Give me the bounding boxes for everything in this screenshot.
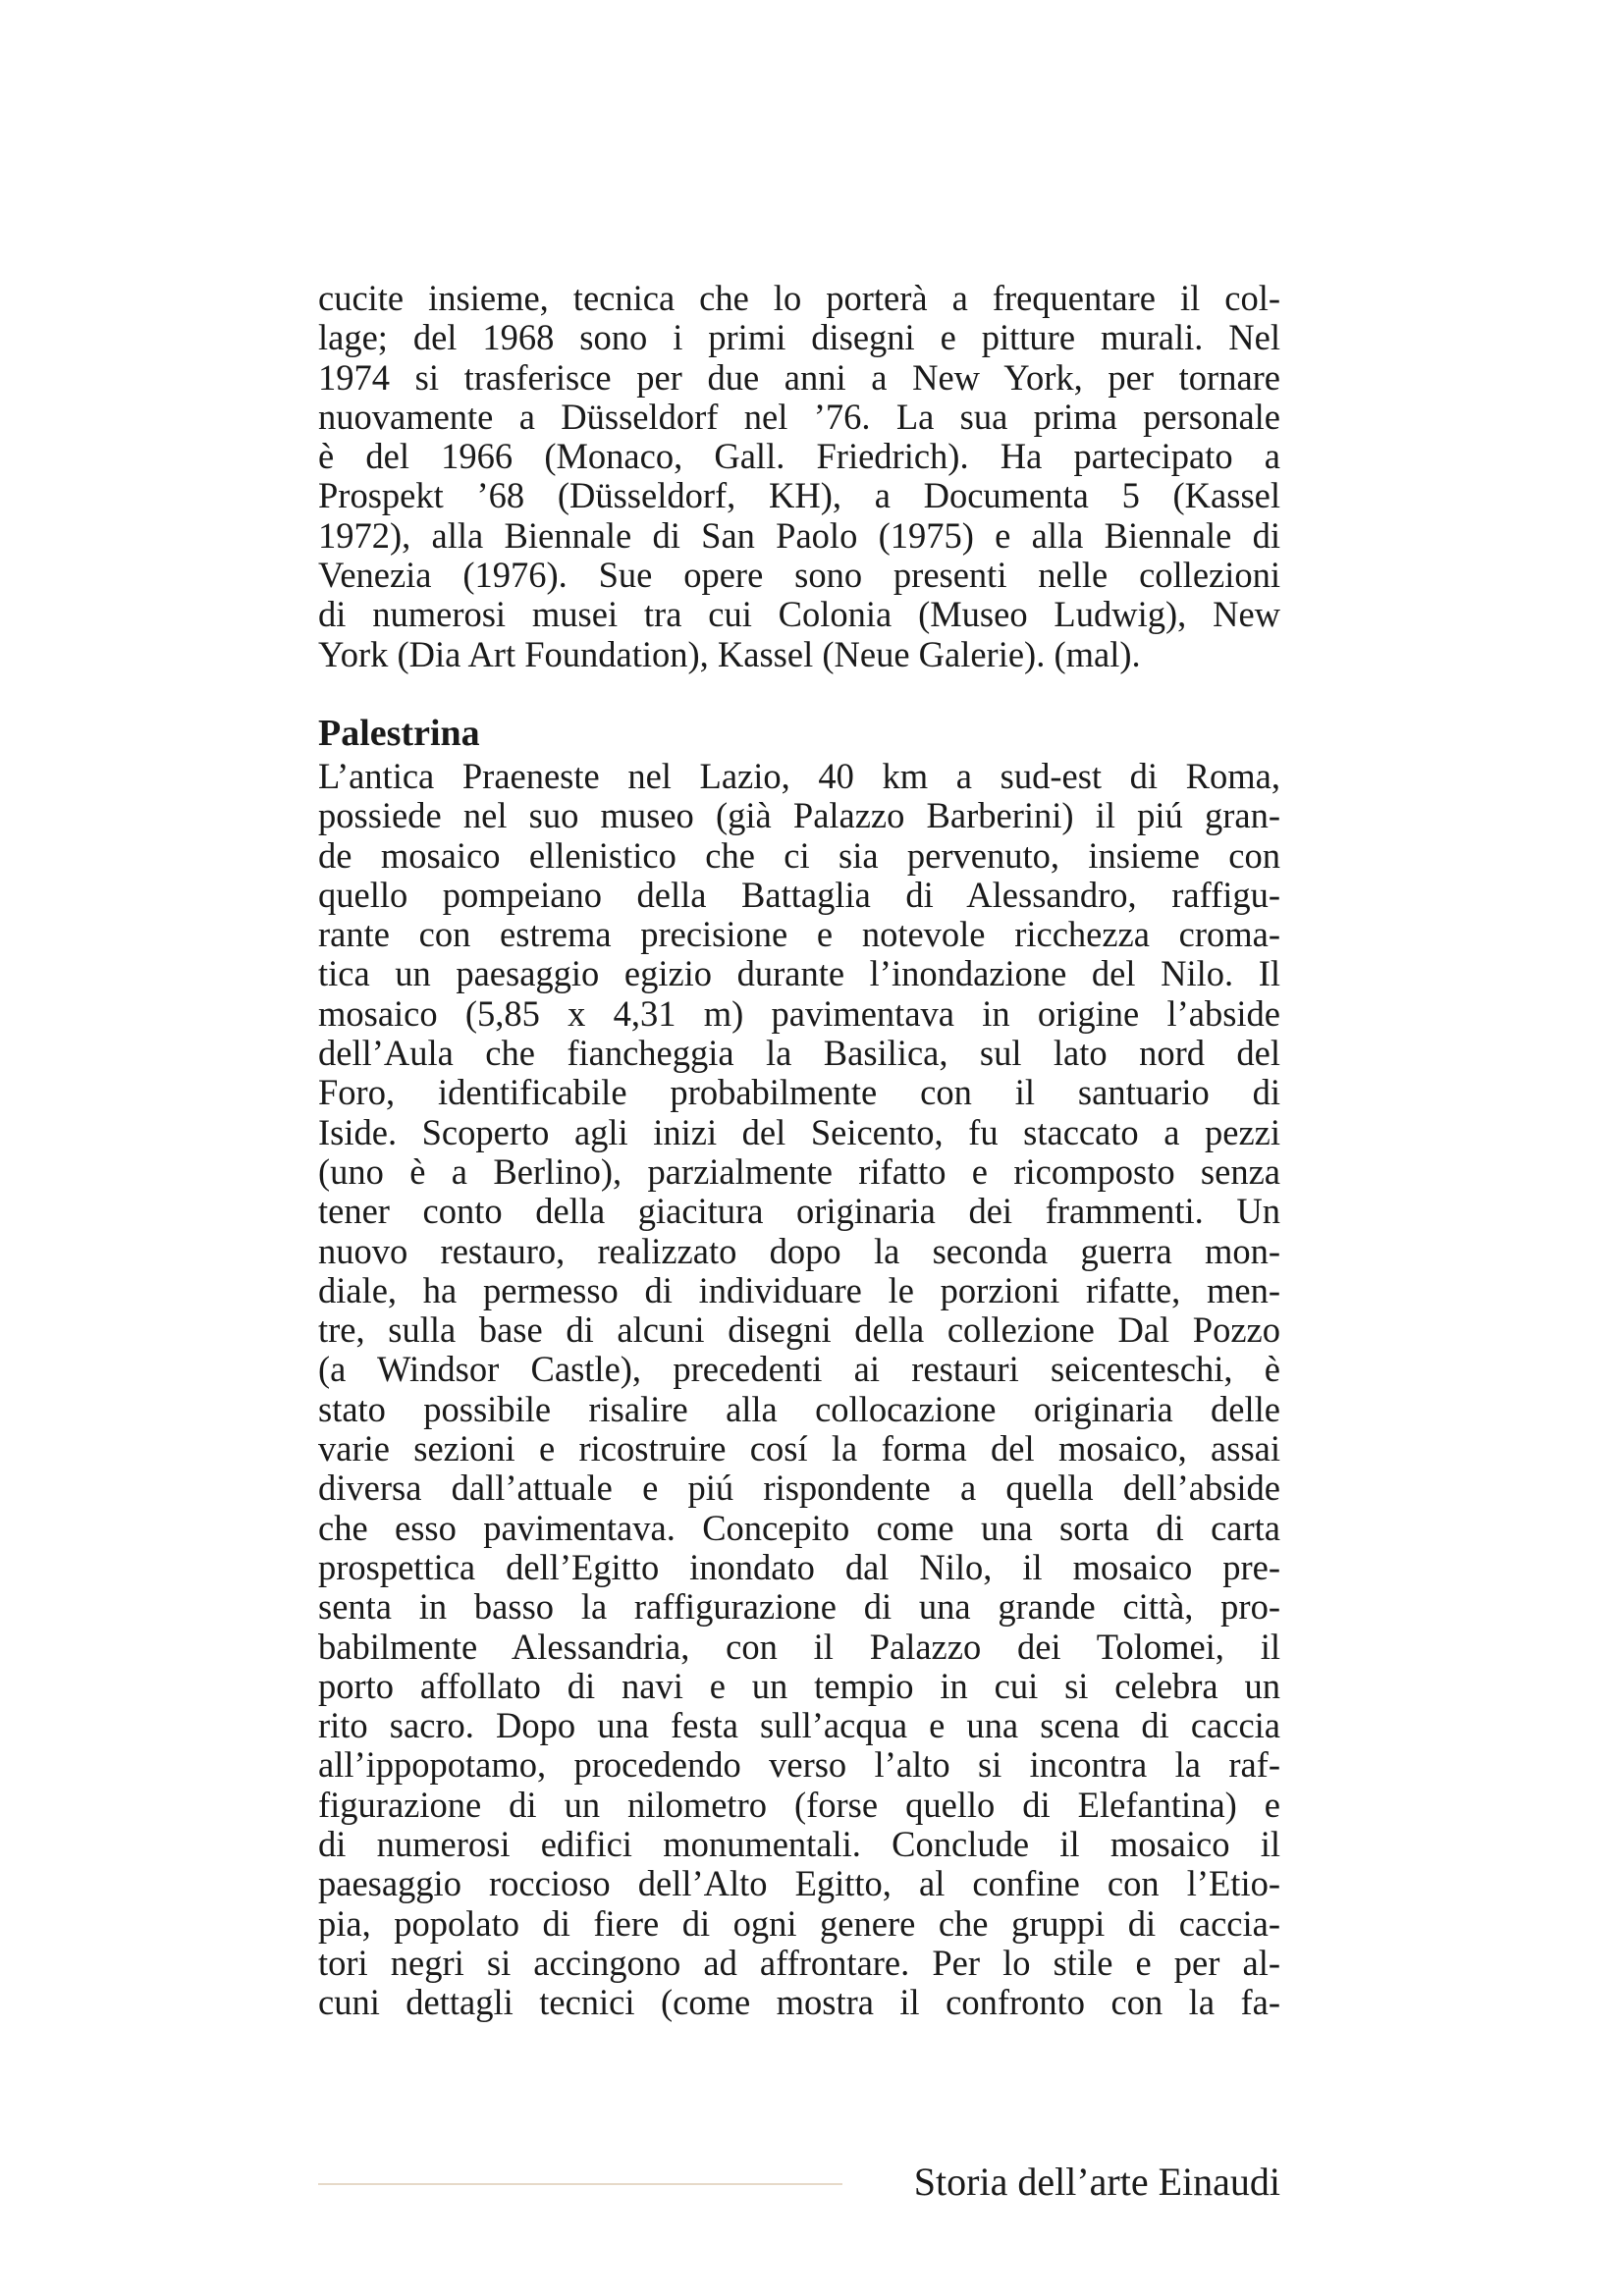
text-line: Venezia (1976). Sue opere sono presenti nelle collezioni bbox=[318, 555, 1280, 596]
text-line: di numerosi musei tra cui Colonia (Museo Ludwig), New bbox=[318, 594, 1280, 635]
text-line: de mosaico ellenistico che ci sia pervenuto, insieme con bbox=[318, 834, 1280, 876]
text-line: (uno è a Berlino), parzialmente rifatto e ricomposto senza bbox=[318, 1150, 1280, 1192]
text-line: pia, popolato di fiere di ogni genere che gruppi di caccia- bbox=[318, 1902, 1280, 1944]
text-line: tener conto della giacitura originaria dei frammenti. Un bbox=[318, 1191, 1280, 1232]
text-line: lage; del 1968 sono i primi disegni e pitture murali. Nel bbox=[318, 317, 1280, 358]
text-line: 1972), alla Biennale di San Paolo (1975) e alla Biennale di bbox=[318, 514, 1280, 556]
section-body bbox=[318, 757, 1280, 2023]
text-line: prospettica dell’Egitto inondato dal Nilo, il mosaico pre- bbox=[318, 1546, 1280, 1587]
text-line: possiede nel suo museo (già Palazzo Barberini) il piú gran- bbox=[318, 795, 1280, 836]
text-line: paesaggio roccioso dell’Alto Egitto, al confine con l’Etio- bbox=[318, 1863, 1280, 1904]
text-line: L’antica Praeneste nel Lazio, 40 km a sud-est di Roma, bbox=[318, 755, 1280, 796]
text-line: rante con estrema precisione e notevole ricchezza croma- bbox=[318, 914, 1280, 955]
text-line: 1974 si trasferisce per due anni a New York, per tornare bbox=[318, 356, 1280, 398]
section-heading: Palestrina bbox=[318, 712, 480, 754]
text-line: mosaico (5,85 x 4,31 m) pavimentava in origine l’abside bbox=[318, 992, 1280, 1034]
text-line: babilmente Alessandria, con il Palazzo dei Tolomei, il bbox=[318, 1626, 1280, 1667]
text-line: diale, ha permesso di individuare le porzioni rifatte, men- bbox=[318, 1269, 1280, 1310]
text-line: senta in basso la raffigurazione di una grande città, pro- bbox=[318, 1586, 1280, 1628]
text-line: stato possibile risalire alla collocazione originaria delle bbox=[318, 1388, 1280, 1429]
text-line: varie sezioni e ricostruire cosí la forma del mosaico, assai bbox=[318, 1428, 1280, 1469]
continued-paragraph bbox=[318, 279, 1280, 674]
text-line: Iside. Scoperto agli inizi del Seicento, fu staccato a pezzi bbox=[318, 1111, 1280, 1152]
text-line: (a Windsor Castle), precedenti ai restauri seicenteschi, è bbox=[318, 1349, 1280, 1390]
text-line: nuovamente a Düsseldorf nel ’76. La sua prima personale bbox=[318, 396, 1280, 437]
text-line: è del 1966 (Monaco, Gall. Friedrich). Ha partecipato a bbox=[318, 436, 1280, 477]
text-line: York (Dia Art Foundation), Kassel (Neue Galerie). (mal). bbox=[318, 633, 1141, 674]
text-line: quello pompeiano della Battaglia di Alessandro, raffigu- bbox=[318, 874, 1280, 915]
text-line: tori negri si accingono ad affrontare. Per lo stile e per al- bbox=[318, 1942, 1280, 1983]
footer-rule bbox=[318, 2183, 842, 2185]
text-line: Prospekt ’68 (Düsseldorf, KH), a Documenta 5 (Kassel bbox=[318, 475, 1280, 516]
text-line: figurazione di un nilometro (forse quello di Elefantina) e bbox=[318, 1784, 1280, 1825]
text-line: Foro, identificabile probabilmente con il santuario di bbox=[318, 1072, 1280, 1113]
text-column bbox=[318, 279, 1280, 2022]
text-line: tica un paesaggio egizio durante l’inondazione del Nilo. Il bbox=[318, 953, 1280, 994]
text-line: porto affollato di navi e un tempio in cui si celebra un bbox=[318, 1665, 1280, 1706]
text-line: cucite insieme, tecnica che lo porterà a frequentare il col- bbox=[318, 278, 1280, 318]
text-line: dell’Aula che fiancheggia la Basilica, sul lato nord del bbox=[318, 1033, 1280, 1074]
text-line: tre, sulla base di alcuni disegni della collezione Dal Pozzo bbox=[318, 1309, 1280, 1351]
text-line: nuovo restauro, realizzato dopo la seconda guerra mon- bbox=[318, 1230, 1280, 1271]
text-line: diversa dall’attuale e piú rispondente a quella dell’abside bbox=[318, 1468, 1280, 1509]
text-line: di numerosi edifici monumentali. Concludе il mosaico il bbox=[318, 1823, 1280, 1864]
text-line: rito sacro. Dopo una festa sull’acqua e una scena di caccia bbox=[318, 1705, 1280, 1746]
text-line: cuni dettagli tecnici (come mostra il confronto con la fa- bbox=[318, 1982, 1280, 2023]
text-line: che esso pavimentava. Concepito come una sorta di carta bbox=[318, 1507, 1280, 1548]
text-line: all’ippopotamo, procedendo verso l’alto si incontra la raf- bbox=[318, 1744, 1280, 1786]
footer-title: Storia dell’arte Einaudi bbox=[913, 2160, 1280, 2204]
